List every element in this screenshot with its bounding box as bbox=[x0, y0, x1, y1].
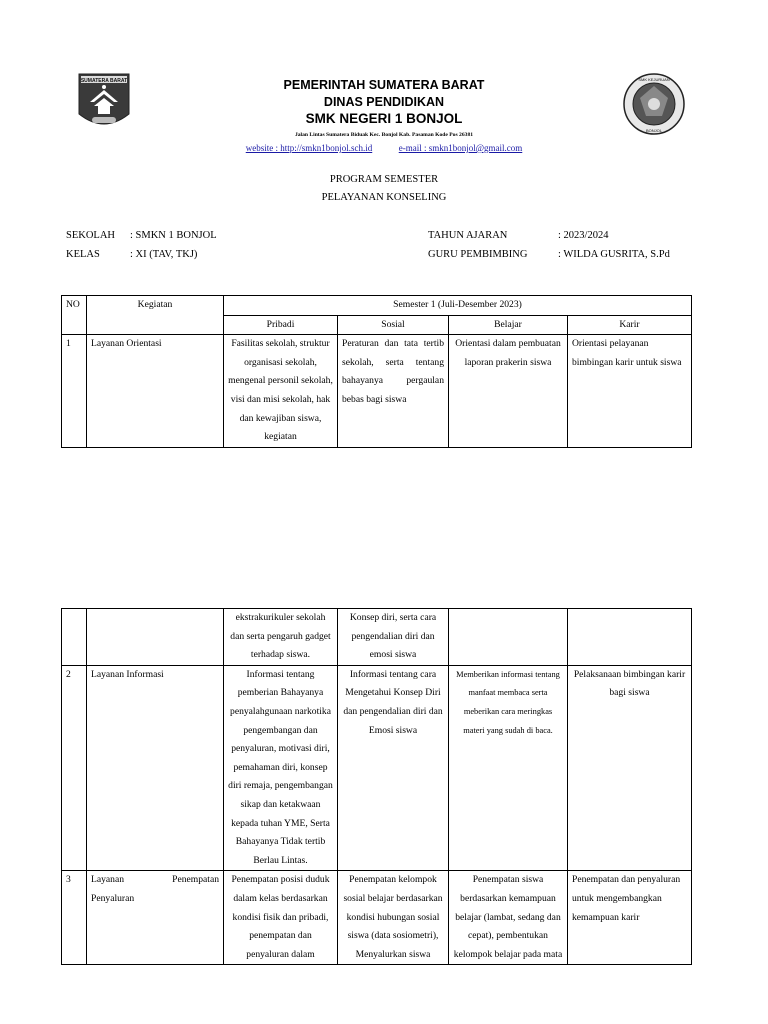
row-belajar bbox=[449, 609, 568, 666]
school-name: SMK NEGERI 1 BONJOL bbox=[305, 111, 463, 126]
row-kegiatan: Layanan Orientasi bbox=[87, 335, 224, 448]
tahun-label: TAHUN AJARAN bbox=[428, 230, 508, 241]
row-sosial: Informasi tentang cara Mengetahui Konsep Diri dan pengendalian diri dan Emosi siswa bbox=[338, 665, 449, 871]
row-belajar: Memberikan informasi tentang manfaat membaca serta meberikan cara meringkas materi yang sudah di baca. bbox=[449, 665, 568, 871]
row-no bbox=[62, 609, 87, 666]
kegiatan-word-3: Penyaluran bbox=[91, 892, 135, 904]
table-row bbox=[62, 609, 692, 666]
row-karir: Orientasi pelayanan bimbingan karir untuk siswa bbox=[568, 335, 692, 448]
svg-text:SUMATERA BARAT: SUMATERA BARAT bbox=[80, 78, 128, 84]
row-pribadi: ekstrakurikuler sekolah dan serta pengaruh gadget terhadap siswa. bbox=[224, 609, 338, 666]
header-line-2: DINAS PENDIDIKAN bbox=[323, 95, 445, 109]
sekolah-label: SEKOLAH bbox=[66, 230, 115, 241]
contact-line bbox=[0, 143, 768, 153]
row-no: 1 bbox=[62, 335, 87, 448]
row-kegiatan bbox=[87, 609, 224, 666]
row-sosial: Konsep diri, serta cara pengendalian diri dan emosi siswa bbox=[338, 609, 449, 666]
table-row bbox=[62, 335, 692, 448]
row-pribadi: Penempatan posisi duduk dalam kelas berdasarkan kondisi fisik dan pribadi, penempatan dan penyaluran dalam bbox=[224, 871, 338, 965]
row-karir: Pelaksanaan bimbingan karir bagi siswa bbox=[568, 665, 692, 871]
program-table-part1 bbox=[61, 295, 692, 448]
kegiatan-word-1: Layanan bbox=[91, 874, 125, 886]
row-no: 3 bbox=[62, 871, 87, 965]
doc-title: PROGRAM SEMESTER bbox=[329, 174, 439, 185]
col-sosial-header: Sosial bbox=[338, 315, 449, 335]
semester-header: Semester 1 (Juli-Desember 2023) bbox=[224, 296, 692, 316]
guru-value: : WILDA GUSRITA, S.Pd bbox=[558, 249, 670, 260]
table-row bbox=[62, 665, 692, 871]
row-pribadi: Fasilitas sekolah, struktur organisasi sekolah, mengenal personil sekolah, visi dan misi sekolah, hak dan kewajiban siswa, kegiatan bbox=[224, 335, 338, 448]
kelas-label: KELAS bbox=[66, 249, 100, 260]
row-sosial: Peraturan dan tata tertib sekolah, serta tentang bahayanya pergaulan bebas bagi siswa bbox=[338, 335, 449, 448]
col-kegiatan-header: Kegiatan bbox=[87, 296, 224, 335]
table-row bbox=[62, 871, 692, 965]
doc-subtitle: PELAYANAN KONSELING bbox=[321, 192, 447, 203]
header-line-1: PEMERINTAH SUMATERA BARAT bbox=[283, 78, 485, 92]
row-belajar: Orientasi dalam pembuatan laporan prakerin siswa bbox=[449, 335, 568, 448]
school-address: Jalan Lintas Sumatera Biduak Kec. Bonjol Kab. Pasaman Kode Pos 26381 bbox=[294, 132, 474, 138]
col-karir-header: Karir bbox=[568, 315, 692, 335]
tahun-value: : 2023/2024 bbox=[558, 230, 609, 241]
email-link[interactable]: e-mail : smkn1bonjol@gmail.com bbox=[398, 143, 523, 153]
row-kegiatan bbox=[87, 871, 224, 965]
row-kegiatan: Layanan Informasi bbox=[87, 665, 224, 871]
table-header-row bbox=[62, 296, 692, 316]
svg-text:SMK KEJURUAN: SMK KEJURUAN bbox=[638, 77, 670, 82]
row-pribadi: Informasi tentang pemberian Bahayanya penyalahgunaan narkotika pengembangan dan penyaluran, motivasi diri, pemahaman diri, konsep diri remaja, pengembangan sikap dan ketakwaan kepada tuhan YME, Serta Bahayanya Tidak tertib Berlau Lintas. bbox=[224, 665, 338, 871]
svg-text:BONJOL: BONJOL bbox=[645, 128, 663, 133]
row-belajar: Penempatan siswa berdasarkan kemampuan belajar (lambat, sedang dan cepat), pembentukan kelompok belajar pada mata bbox=[449, 871, 568, 965]
col-belajar-header: Belajar bbox=[449, 315, 568, 335]
col-no-header: NO bbox=[62, 296, 87, 335]
guru-label: GURU PEMBIMBING bbox=[428, 249, 528, 260]
row-karir bbox=[568, 609, 692, 666]
sekolah-value: : SMKN 1 BONJOL bbox=[130, 230, 217, 241]
col-pribadi-header: Pribadi bbox=[224, 315, 338, 335]
website-link[interactable]: website : http://smkn1bonjol.sch.id bbox=[245, 143, 373, 153]
kegiatan-word-2: Penempatan bbox=[172, 874, 219, 886]
row-karir: Penempatan dan penyaluran untuk mengembangkan kemampuan karir bbox=[568, 871, 692, 965]
row-no: 2 bbox=[62, 665, 87, 871]
kelas-value: : XI (TAV, TKJ) bbox=[130, 249, 198, 260]
row-sosial: Penempatan kelompok sosial belajar berdasarkan kondisi hubungan sosial siswa (data sosiometri), Menyalurkan siswa bbox=[338, 871, 449, 965]
program-table-part2 bbox=[61, 608, 692, 965]
